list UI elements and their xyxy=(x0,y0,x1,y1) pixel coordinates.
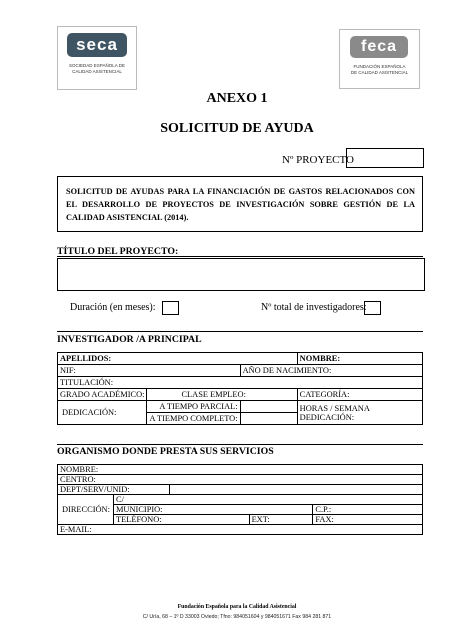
org-center-field[interactable]: CENTRO: xyxy=(58,475,423,485)
researchers-count-field[interactable] xyxy=(364,301,381,315)
academic-grade-field[interactable]: GRADO ACADÉMICO: xyxy=(58,389,147,401)
divider xyxy=(57,331,423,332)
surname-field[interactable]: APELLIDOS: xyxy=(58,353,298,365)
seca-logo-mark: seca xyxy=(67,33,127,57)
address-label: DIRECCIÓN: xyxy=(58,495,114,525)
footer-contact: C/ Uría, 68 – 1º D 33003 Oviedo; Tfno: 984051604 y 984051671 Fax 984 281 871 xyxy=(142,614,332,620)
dedication-label: DEDICACIÓN: xyxy=(58,401,147,425)
organization-table xyxy=(57,464,423,535)
seca-logo xyxy=(57,26,137,90)
table-row xyxy=(58,389,423,401)
organization-section-title: ORGANISMO DONDE PRESTA SUS SERVICIOS xyxy=(57,446,274,457)
table-row xyxy=(58,525,423,535)
page-subtitle: SOLICITUD DE AYUDA xyxy=(160,121,314,136)
full-time-label: A TIEMPO COMPLETO: xyxy=(147,413,240,425)
org-department-field[interactable] xyxy=(169,485,422,495)
footer-organization: Fundación Española para la Calidad Asistencial xyxy=(177,604,297,610)
table-row xyxy=(58,465,423,475)
fax-field[interactable]: FAX: xyxy=(313,515,423,525)
municipality-field[interactable]: MUNICIPIO: xyxy=(113,505,312,515)
birth-year-field[interactable]: AÑO DE NACIMIENTO: xyxy=(240,365,422,377)
table-row xyxy=(58,353,423,365)
project-title-field[interactable] xyxy=(57,258,425,291)
weekly-hours-dedication-label: DEDICACIÓN: xyxy=(299,412,355,422)
feca-logo-caption: FUNDACIÓN ESPAÑOLA DE CALIDAD ASISTENCIAL xyxy=(350,64,409,75)
table-row xyxy=(58,365,423,377)
weekly-hours-field[interactable] xyxy=(297,401,422,425)
investigator-table xyxy=(57,352,423,425)
full-time-field[interactable] xyxy=(240,413,297,425)
category-field[interactable]: CATEGORÍA: xyxy=(297,389,422,401)
nif-field[interactable]: NIF: xyxy=(58,365,241,377)
duration-field[interactable] xyxy=(162,301,179,315)
degree-field[interactable]: TITULACIÓN: xyxy=(58,377,423,389)
project-number-label: Nº PROYECTO xyxy=(282,154,354,166)
table-row xyxy=(58,401,423,413)
name-field[interactable]: NOMBRE: xyxy=(297,353,422,365)
table-row xyxy=(58,495,423,505)
divider xyxy=(57,444,423,445)
description-box xyxy=(57,176,423,232)
street-field[interactable]: C/ xyxy=(113,495,422,505)
phone-field[interactable]: TELÉFONO: xyxy=(113,515,249,525)
feca-logo-mark: feca xyxy=(350,36,408,58)
investigator-section-title: INVESTIGADOR /A PRINCIPAL xyxy=(57,334,202,345)
table-row xyxy=(58,475,423,485)
email-field[interactable]: E-MAIL: xyxy=(58,525,423,535)
part-time-label: A TIEMPO PARCIAL: xyxy=(147,401,240,413)
feca-logo xyxy=(339,29,420,89)
page-title: ANEXO 1 xyxy=(206,91,268,106)
researchers-count-label: Nº total de investigadores: xyxy=(261,302,367,313)
project-title-label: TÍTULO DEL PROYECTO: xyxy=(57,246,179,257)
description-text: SOLICITUD DE AYUDAS PARA LA FINANCIACIÓN DE GASTOS RELACIONADOS CON EL DESARROLLO DE PROYECTOS DE INVESTIGACIÓN SOBRE GESTIÓN DE LA CALIDAD ASISTENCIAL (2014). xyxy=(66,187,415,222)
project-number-field[interactable] xyxy=(346,148,424,168)
table-row xyxy=(58,485,423,495)
seca-logo-caption: SOCIEDAD ESPAÑOLA DE CALIDAD ASISTENCIAL xyxy=(69,63,125,74)
org-name-field[interactable]: NOMBRE: xyxy=(58,465,423,475)
duration-label: Duración (en meses): xyxy=(70,302,156,313)
weekly-hours-label: HORAS / SEMANA xyxy=(299,403,370,413)
extension-field[interactable]: EXT: xyxy=(249,515,313,525)
postal-code-field[interactable]: C.P.: xyxy=(313,505,423,515)
divider xyxy=(57,256,423,257)
part-time-field[interactable] xyxy=(240,401,297,413)
org-department-label: DEPT/SERV/UNID: xyxy=(58,485,170,495)
table-row xyxy=(58,377,423,389)
employment-class-field[interactable]: CLASE EMPLEO: xyxy=(147,389,297,401)
